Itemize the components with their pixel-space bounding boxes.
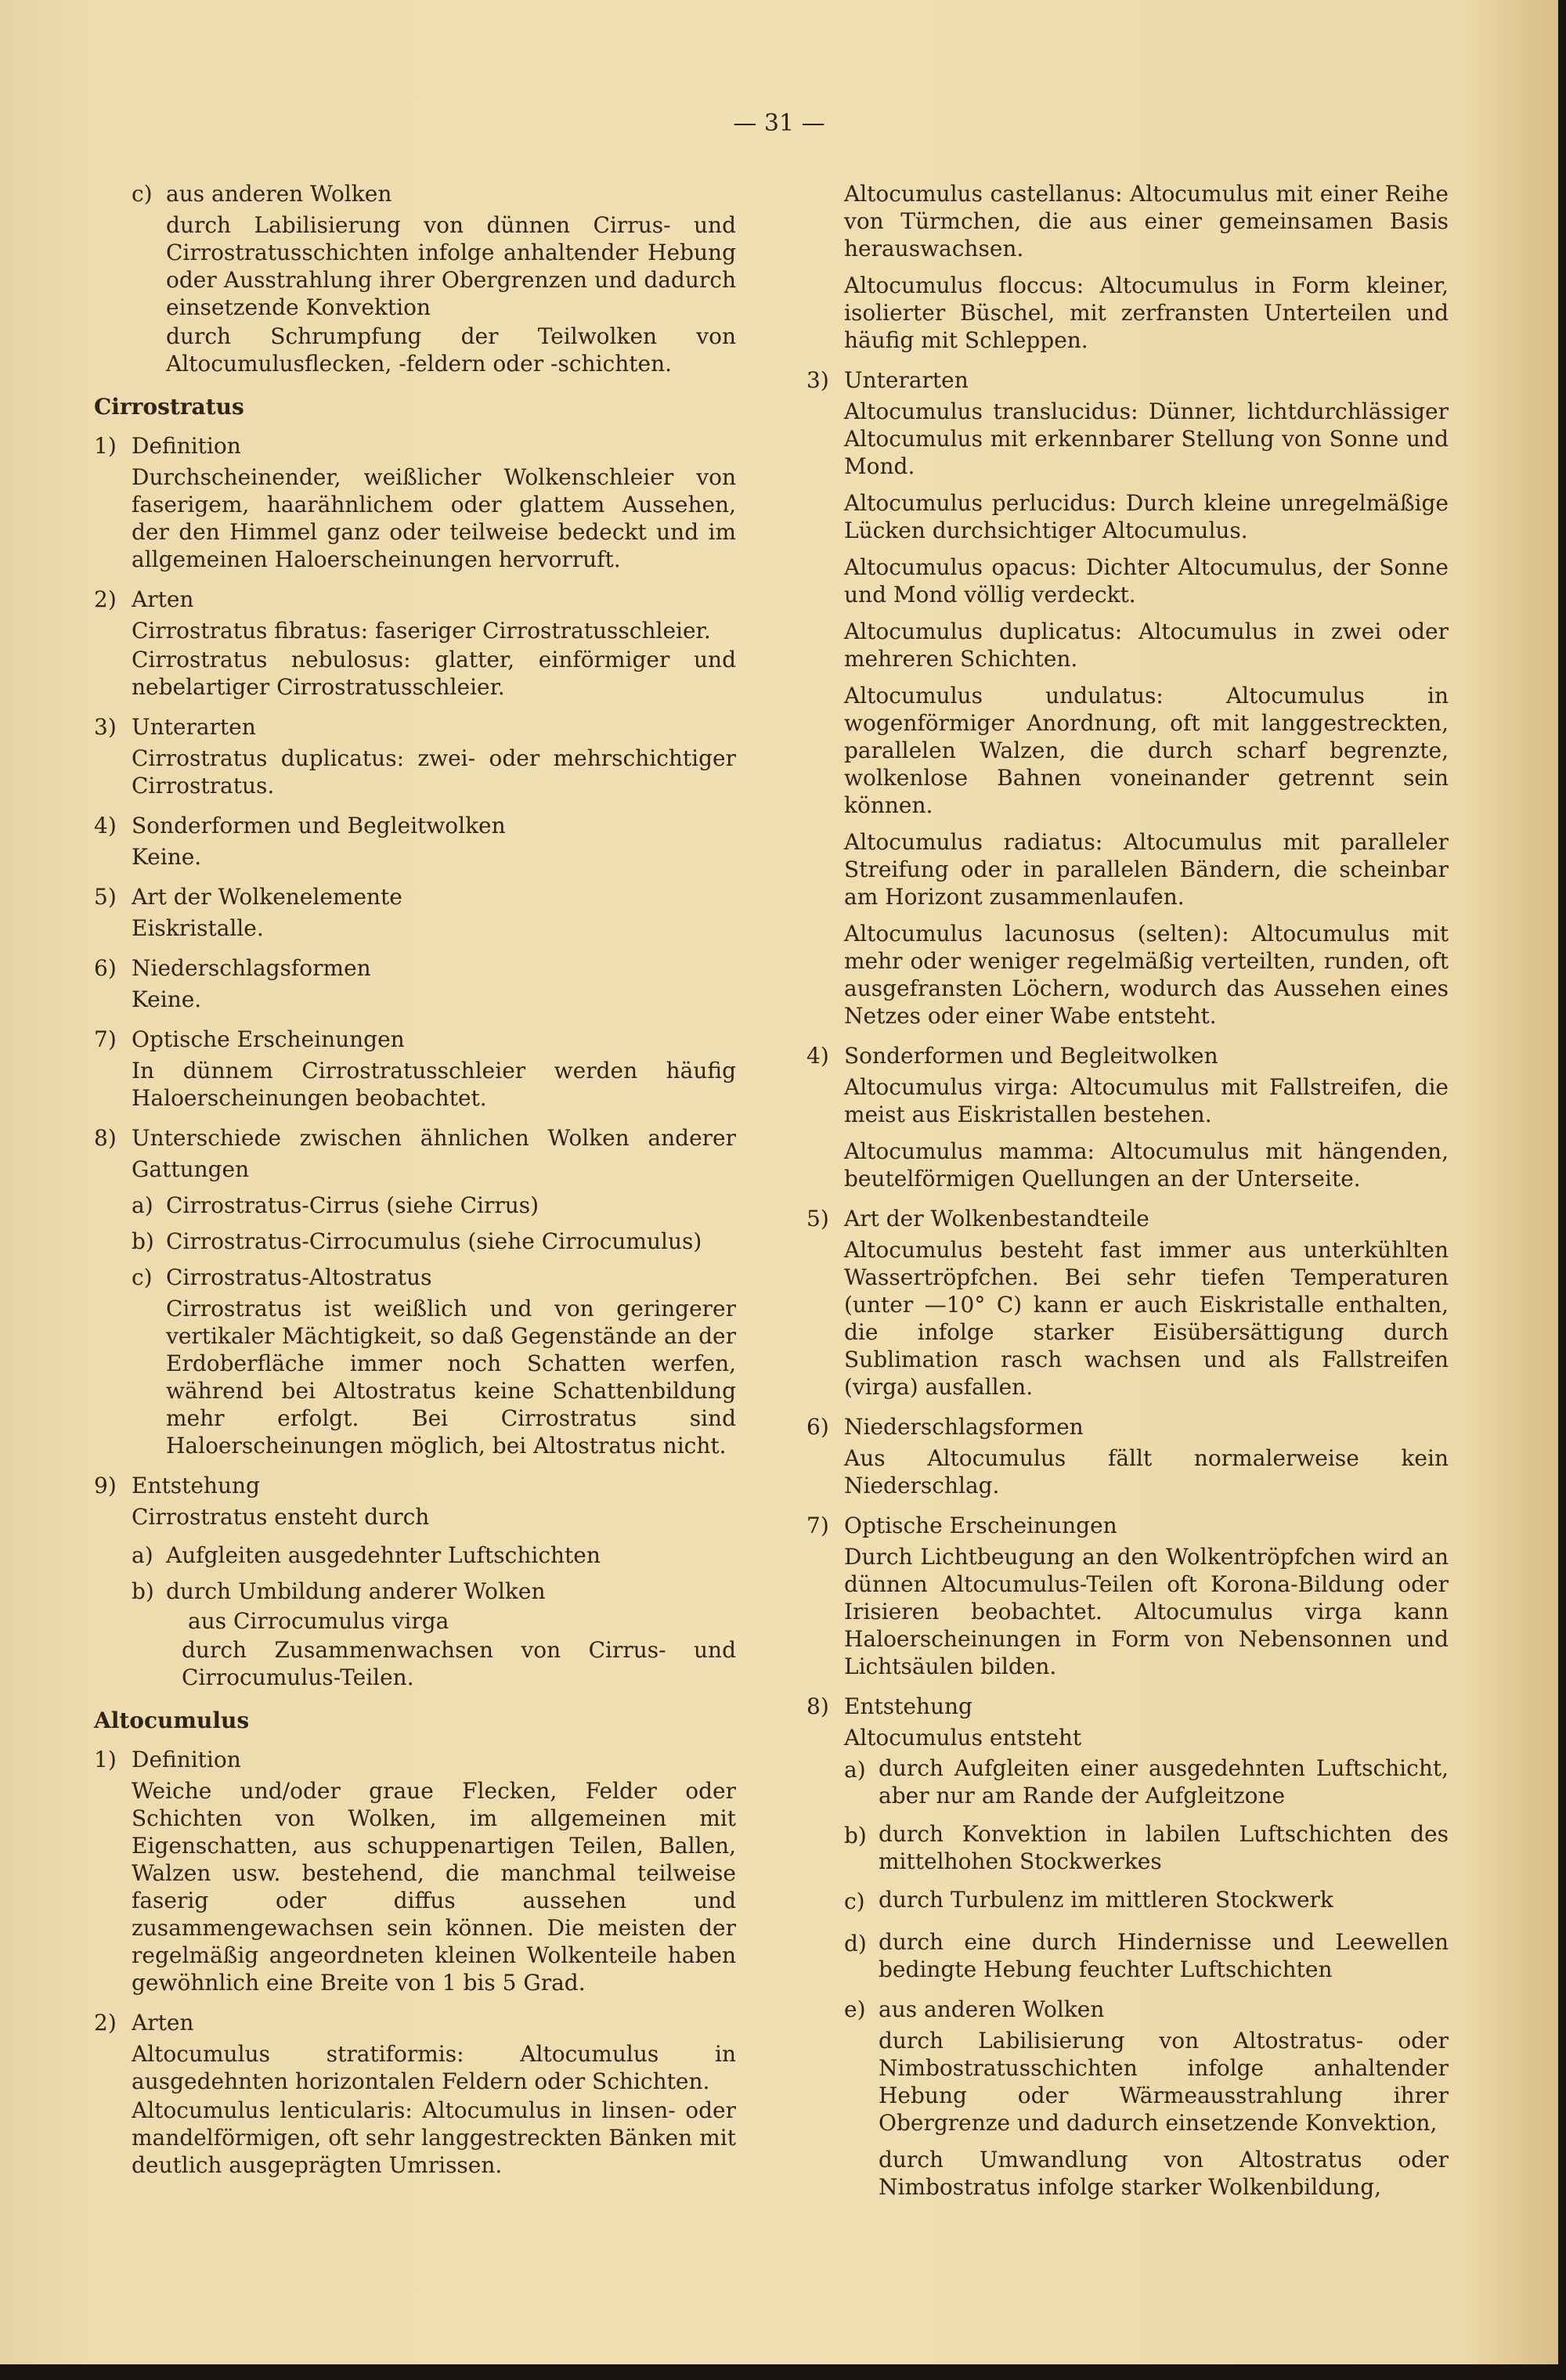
item-heading: Sonderformen und Begleitwolken (844, 1043, 1218, 1069)
item-heading: Art der Wolkenelemente (132, 884, 402, 910)
item-number: 9) (94, 1473, 117, 1498)
paragraph: durch Umwandlung von Altostratus oder Nimbostratus infolge starker Wolkenbildung, (879, 2147, 1449, 2200)
item-text: Cirrostratus-Cirrocumulus (siehe Cirrocumulus) (166, 1228, 702, 1254)
item-title: aus anderen Wolken (166, 181, 392, 207)
paragraph: In dünnem Cirrostratusschleier werden häufig Haloerscheinungen beobachtet. (132, 1058, 736, 1111)
item-text: durch Aufgleiten einer ausgedehnten Luftschicht, aber nur am Rande der Aufgleitzone (879, 1755, 1449, 1808)
cs-arten (94, 584, 736, 701)
item-heading: Art der Wolkenbestandteile (844, 1206, 1149, 1231)
item-number: 7) (94, 1026, 117, 1052)
paragraph: Altocumulus stratiformis: Altocumulus in ausgedehnten horizontalen Feldern oder Schichten. (132, 2041, 736, 2094)
paragraph: Altocumulus radiatus: Altocumulus mit paralleler Streifung oder in parallelen Bändern, die scheinbar am Horizont zusammenlaufen. (844, 829, 1449, 910)
paragraph: Altocumulus lacunosus (selten): Altocumulus mit mehr oder weniger regelmäßig verteilten, runden, oft ausgefransten Löchern, wodurch das Aussehen eines Netzes oder einer Wabe entsteht. (844, 921, 1449, 1029)
paragraph: Cirrostratus duplicatus: zwei- oder mehrschichtiger Cirrostratus. (132, 745, 736, 799)
ac-optisch (806, 1510, 1449, 1680)
item-number: 4) (806, 1043, 829, 1069)
item-number: 3) (806, 367, 829, 393)
section-title-cirrostratus: Cirrostratus (94, 394, 244, 420)
paragraph: Durch Lichtbeugung an den Wolkentröpfchen wird an dünnen Altocumulus-Teilen oft Korona-Bildung oder Irisieren beobachtet. Altocumulus virga kann Haloerscheinungen in Form von Nebensonnen und Lichtsäulen bilden. (844, 1544, 1449, 1679)
page-number: — 31 — (733, 110, 825, 137)
item-number: 6) (806, 1414, 829, 1440)
item-number: 1) (94, 1747, 117, 1772)
cs-unterschiede (94, 1123, 736, 1459)
left-column (94, 178, 736, 2190)
item-text: Aufgleiten ausgedehnter Luftschichten (166, 1542, 601, 1568)
paragraph: Altocumulus undulatus: Altocumulus in wogenförmiger Anordnung, oft mit langgestreckten, parallelen Walzen, die durch scharf begrenzte, wolkenlose Bahnen voneinander getrennt sein können. (844, 683, 1449, 818)
item-heading: Optische Erscheinungen (132, 1026, 405, 1052)
item-number: 4) (94, 813, 117, 838)
item-heading: Niederschlagsformen (132, 955, 371, 981)
paragraph: Durchscheinender, weißlicher Wolkenschleier von faserigem, haarähnlichem oder glattem Aussehen, der den Himmel ganz oder teilweise bedeckt und im allgemeinen Haloerscheinungen hervorruft. (132, 464, 736, 572)
item-heading: Definition (132, 1747, 241, 1772)
item-label: c) (132, 181, 153, 207)
paragraph: Altocumulus lenticularis: Altocumulus in linsen- oder mandelförmigen, oft sehr langgestreckten Bänken mit deutlich ausgeprägten Umrissen. (132, 2097, 736, 2178)
item-heading: Sonderformen und Begleitwolken (132, 813, 506, 838)
cs-wolkenelemente (94, 882, 736, 942)
item-heading: Entstehung (844, 1693, 972, 1719)
paragraph: Altocumulus castellanus: Altocumulus mit einer Reihe von Türmchen, die aus einer gemeinsamen Basis herauswachsen. (844, 181, 1449, 261)
paragraph: Altocumulus perlucidus: Durch kleine unregelmäßige Lücken durchsichtiger Altocumulus. (844, 490, 1449, 543)
item-number: 3) (94, 714, 117, 740)
item-text: Cirrostratus-Cirrus (siehe Cirrus) (166, 1192, 539, 1218)
item-label: a) (132, 1542, 153, 1568)
cs-sonderformen (94, 810, 736, 871)
item-number: 7) (806, 1513, 829, 1538)
paragraph: durch Labilisierung von dünnen Cirrus- und Cirrostratusschichten infolge anhaltender Hebung oder Ausstrahlung ihrer Obergrenzen und dadurch einsetzende Konvektion (166, 212, 736, 320)
item-text: Cirrostratus-Altostratus (166, 1264, 432, 1290)
item-text: durch eine durch Hindernisse und Leewellen bedingte Hebung feuchter Luftschichten (879, 1929, 1449, 1982)
paragraph: Cirrostratus ist weißlich und von geringerer vertikaler Mächtigkeit, so daß Gegenstände an der Erdoberfläche immer noch Schatten werfen, während bei Altostratus keine Schattenbildung mehr erfolgt. Bei Cirrostratus sind Haloerscheinungen möglich, bei Altostratus nicht. (166, 1296, 736, 1459)
item-text: durch Umbildung anderer Wolken (166, 1578, 546, 1604)
item-text: durch Konvektion in labilen Luftschichten des mittelhohen Stockwerkes (879, 1821, 1449, 1874)
item-heading: Unterarten (132, 714, 256, 740)
item-label: e) (844, 1996, 866, 2022)
item-label: c) (132, 1264, 153, 1290)
ac-niederschlag (806, 1412, 1449, 1499)
paragraph: Cirrostratus ensteht durch (132, 1504, 430, 1530)
item-label: a) (844, 1757, 866, 1783)
paragraph: Altocumulus opacus: Dichter Altocumulus, der Sonne und Mond völlig verdeckt. (844, 554, 1449, 608)
cs-unterarten (94, 712, 736, 799)
ac-entstehung (806, 1691, 1449, 2201)
item-number: 1) (94, 433, 117, 459)
item-number: 2) (94, 586, 117, 612)
item-heading: Entstehung (132, 1473, 260, 1498)
cs-niederschlag (94, 953, 736, 1013)
ac-arten (94, 2007, 736, 2179)
item-text: aus anderen Wolken (879, 1996, 1105, 2022)
item-label: a) (132, 1192, 153, 1218)
paragraph: durch Labilisierung von Altostratus- oder Nimbostratusschichten infolge anhaltender Hebung oder Wärmeausstrahlung ihrer Obergrenze und dadurch einsetzende Konvektion, (879, 2028, 1449, 2136)
ac-definition (94, 1744, 736, 1996)
paragraph: Weiche und/oder graue Flecken, Felder oder Schichten von Wolken, im allgemeinen mit Eigenschatten, aus schuppenartigen Teilen, Ballen, Walzen usw. bestehend, die manchmal teilweise faserig oder diffus aussehen und zusammengewachsen sein können. Die meisten der regelmäßig angeordneten kleinen Wolkenteile haben gewöhnlich eine Breite von 1 bis 5 Grad. (132, 1778, 736, 1996)
paragraph: Keine. (132, 986, 202, 1012)
ac-arten-continued (806, 180, 1449, 354)
item-heading: Optische Erscheinungen (844, 1513, 1117, 1538)
item-heading: Unterschiede zwischen ähnlichen Wolken anderer Gattungen (132, 1125, 736, 1182)
paragraph: Eiskristalle. (132, 915, 264, 941)
item-heading: Arten (132, 2010, 194, 2036)
item-heading: Arten (132, 586, 194, 612)
paragraph: Altocumulus entsteht (844, 1725, 1082, 1751)
paragraph: Altocumulus besteht fast immer aus unterkühlten Wassertröpfchen. Bei sehr tiefen Temperaturen (unter —10° C) kann er auch Eiskristalle enthalten, die infolge starker Eisübersättigung durch Sublimation rasch wachsen und als Fallstreifen (virga) ausfallen. (844, 1237, 1449, 1400)
item-heading: Definition (132, 433, 241, 459)
paragraph: durch Zusammenwachsen von Cirrus- und Cirrocumulus-Teilen. (182, 1637, 736, 1690)
cs-definition (94, 431, 736, 573)
subitem-c-other-clouds (94, 178, 736, 377)
ac-sonderformen (806, 1040, 1449, 1192)
right-column (806, 178, 1449, 2212)
item-label: c) (844, 1888, 865, 1914)
item-number: 6) (94, 955, 117, 981)
item-heading: Unterarten (844, 367, 969, 393)
item-label: b) (132, 1578, 154, 1604)
item-number: 8) (94, 1125, 117, 1151)
item-number: 2) (94, 2010, 117, 2036)
paragraph: Altocumulus translucidus: Dünner, lichtdurchlässiger Altocumulus mit erkennbarer Stellung von Sonne und Mond. (844, 398, 1449, 479)
paragraph: Cirrostratus nebulosus: glatter, einförmiger und nebelartiger Cirrostratusschleier. (132, 647, 736, 700)
cs-optisch (94, 1024, 736, 1112)
paragraph: Altocumulus virga: Altocumulus mit Fallstreifen, die meist aus Eiskristallen bestehen. (844, 1074, 1449, 1127)
item-number: 8) (806, 1693, 829, 1719)
paragraph: Altocumulus floccus: Altocumulus in Form kleiner, isolierter Büschel, mit zerfransten Unterteilen und häufig mit Schleppen. (844, 272, 1449, 353)
item-label: b) (132, 1228, 154, 1254)
paragraph: aus Cirrocumulus virga (188, 1608, 449, 1634)
item-number: 5) (806, 1206, 829, 1231)
paragraph: Cirrostratus fibratus: faseriger Cirrostratusschleier. (132, 618, 711, 644)
item-label: b) (844, 1823, 867, 1848)
ac-unterarten (806, 365, 1449, 1030)
item-text: durch Turbulenz im mittleren Stockwerk (879, 1887, 1333, 1913)
cs-entstehung (94, 1470, 736, 1691)
paragraph: Altocumulus duplicatus: Altocumulus in zwei oder mehreren Schichten. (844, 618, 1449, 672)
section-title-altocumulus: Altocumulus (94, 1707, 250, 1733)
item-label: d) (844, 1931, 867, 1956)
paragraph: Aus Altocumulus fällt normalerweise kein Niederschlag. (844, 1445, 1449, 1498)
item-number: 5) (94, 884, 117, 910)
paragraph: Keine. (132, 844, 202, 870)
paragraph: Altocumulus mamma: Altocumulus mit hängenden, beutelförmigen Quellungen an der Unterseite. (844, 1138, 1449, 1192)
paragraph: durch Schrumpfung der Teilwolken von Altocumulusflecken, -feldern oder -schichten. (166, 323, 736, 377)
item-heading: Niederschlagsformen (844, 1414, 1084, 1440)
ac-bestandteile (806, 1203, 1449, 1401)
